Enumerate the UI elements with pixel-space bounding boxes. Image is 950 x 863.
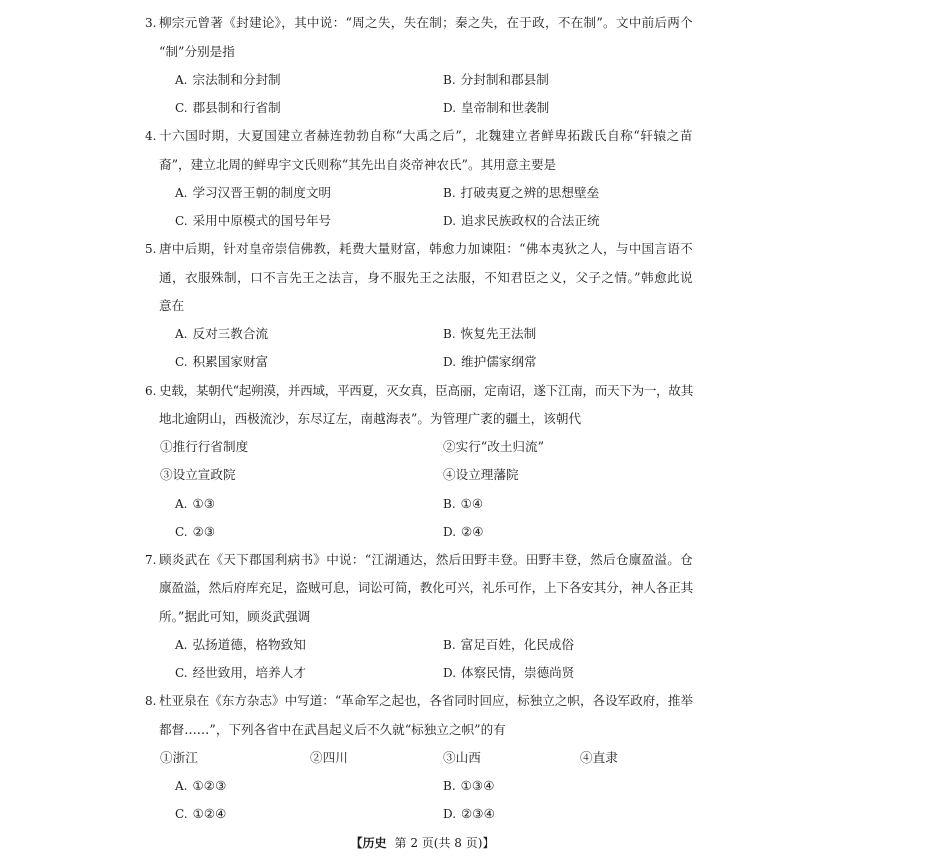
option-label: B.: [443, 185, 456, 200]
option-label: D.: [443, 355, 457, 370]
question-stem-text: 都督……”，下列各省中在武昌起义后不久就“标独立之帜”的有: [159, 721, 506, 737]
option-text: 恢复先王法制: [460, 326, 537, 342]
option-d: [443, 94, 549, 122]
option-text: 体察民情，崇德尚贤: [461, 665, 575, 681]
option-b: [443, 179, 599, 207]
option-c: [175, 348, 268, 376]
option-label: B.: [443, 637, 456, 652]
option-label: C.: [175, 355, 188, 370]
question-6-options-row-1: [0, 490, 950, 518]
option-d: [443, 207, 600, 235]
question-stem-text: 史载，某朝代“起朔漠，并西域，平西夏，灭女真，臣高丽，定南诏，遂下江南，而天下为一，故其: [159, 382, 693, 398]
option-label: A.: [175, 327, 188, 342]
option-text: 经世致用，培养人才: [192, 665, 306, 681]
option-b: [443, 66, 549, 94]
question-stem-text: 廪盈溢，然后府库充足，盗贼可息，词讼可简，教化可兴，礼乐可作，上下各安其分，神人各正其: [159, 580, 694, 596]
option-text: 皇帝制和世袭制: [461, 100, 550, 116]
question-8-stem-line-2: [0, 716, 950, 744]
footer-page-number: 第 2 页(共 8 页)】: [394, 836, 495, 850]
option-a: [175, 179, 331, 207]
statement-1: ①推行行省制度: [160, 439, 249, 455]
question-stem-text: 地北逾阴山，西极流沙，东尽辽左，南越海表”。为管理广袤的疆土，该朝代: [159, 410, 582, 426]
question-7-options-row-1: [0, 631, 950, 659]
statement-4: ④设立理藩院: [443, 467, 519, 483]
option-b: [443, 631, 574, 659]
option-c: [175, 207, 331, 235]
question-stem-text: 顾炎武在《天下郡国利病书》中说：“江湖通达，然后田野丰登。田野丰登，然后仓廪盈溢。仓: [159, 552, 693, 568]
question-number: 4.: [145, 129, 157, 144]
option-label: A.: [175, 496, 188, 511]
option-c: [175, 659, 306, 687]
question-7-stem-line-2: [0, 574, 950, 602]
option-c: [175, 518, 215, 546]
option-text: ①③: [192, 495, 216, 511]
question-4-options-row-1: [0, 179, 950, 207]
option-label: C.: [175, 666, 188, 681]
question-8-stem-line-1: [0, 687, 950, 715]
option-label: A.: [175, 779, 188, 794]
option-text: 打破夷夏之辨的思想壁垒: [460, 184, 600, 200]
option-text: 积累国家财富: [192, 354, 269, 370]
option-text: 郡县制和行省制: [192, 100, 281, 116]
option-text: ②③: [192, 523, 216, 539]
option-c: [175, 94, 281, 122]
option-text: 富足百姓，化民成俗: [460, 636, 574, 652]
option-label: A.: [175, 72, 188, 87]
question-4-stem-line-2: [0, 151, 950, 179]
question-stem-text: 意在: [159, 297, 185, 313]
option-label: A.: [175, 637, 188, 652]
option-text: 弘扬道德，格物致知: [192, 636, 306, 652]
option-text: ①④: [460, 495, 484, 511]
option-b: [443, 772, 495, 800]
option-text: ①③④: [460, 778, 495, 794]
option-b: [443, 490, 483, 518]
option-d: [443, 659, 574, 687]
option-label: D.: [443, 524, 457, 539]
question-6-stem-line-1: [0, 377, 950, 405]
option-label: B.: [443, 779, 456, 794]
option-d: [443, 348, 537, 376]
question-stem-text: 柳宗元曾著《封建论》，其中说：“周之失，失在制；秦之失，在于政，不在制”。文中前后两个: [159, 15, 694, 31]
option-d: [443, 800, 495, 828]
option-label: C.: [175, 524, 188, 539]
question-7-stem-line-1: [0, 546, 950, 574]
question-6-statements-row-2: [0, 461, 950, 489]
option-c: [175, 800, 226, 828]
question-3-stem-line-2: [0, 38, 950, 66]
statement-3: ③设立宣政院: [160, 467, 236, 483]
option-text: 采用中原模式的国号年号: [192, 213, 332, 229]
option-text: 宗法制和分封制: [192, 71, 281, 87]
question-7-options-row-2: [0, 659, 950, 687]
option-b: [443, 320, 536, 348]
question-stem-text: 所。”据此可知，顾炎武强调: [159, 608, 311, 624]
question-stem-text: 通，衣服殊制，口不言先王之法言，身不服先王之法服，不知君臣之义，父子之情。”韩愈此说: [159, 269, 693, 285]
statement-2: ②四川: [310, 749, 348, 765]
option-text: 分封制和郡县制: [460, 71, 549, 87]
question-6-stem-line-2: [0, 405, 950, 433]
question-number: 5.: [145, 242, 157, 257]
question-list: [0, 9, 950, 828]
question-3-options-row-2: [0, 94, 950, 122]
question-6-statements-row-1: [0, 433, 950, 461]
question-stem-text: 杜亚泉在《东方杂志》中写道：“革命军之起也，各省同时回应，标独立之帜，各设军政府，推举: [159, 693, 693, 709]
option-label: C.: [175, 101, 188, 116]
option-a: [175, 66, 281, 94]
option-a: [175, 772, 226, 800]
question-5-options-row-1: [0, 320, 950, 348]
statement-1: ①浙江: [160, 749, 198, 765]
footer-subject: 【历史: [350, 836, 387, 850]
option-label: A.: [175, 185, 188, 200]
option-label: B.: [443, 496, 456, 511]
option-text: ②③④: [461, 806, 495, 822]
option-text: 反对三教合流: [192, 326, 269, 342]
question-3-stem-line-1: [0, 9, 950, 37]
statement-2: ②实行“改土归流”: [443, 439, 545, 455]
question-number: 6.: [145, 383, 157, 398]
option-text: ②④: [461, 523, 484, 539]
question-4-stem-line-1: [0, 122, 950, 150]
page-footer: [145, 834, 700, 852]
option-text: 维护儒家纲常: [461, 354, 537, 370]
question-5-options-row-2: [0, 348, 950, 376]
option-label: D.: [443, 666, 457, 681]
question-8-options-row-2: [0, 800, 950, 828]
question-number: 7.: [145, 553, 157, 568]
question-8-options-row-1: [0, 772, 950, 800]
statement-4: ④直隶: [580, 749, 618, 765]
option-text: ①②④: [192, 806, 227, 822]
question-number: 3.: [145, 16, 157, 31]
question-6-options-row-2: [0, 518, 950, 546]
option-label: C.: [175, 214, 188, 229]
question-stem-text: 裔”，建立北周的鲜卑宇文氏则称“其先出自炎帝神农氏”。其用意主要是: [159, 156, 557, 172]
option-label: B.: [443, 327, 456, 342]
question-7-stem-line-3: [0, 603, 950, 631]
question-5-stem-line-3: [0, 292, 950, 320]
question-4-options-row-2: [0, 207, 950, 235]
option-label: B.: [443, 72, 456, 87]
option-text: ①②③: [192, 778, 227, 794]
option-text: 追求民族政权的合法正统: [461, 213, 600, 229]
option-a: [175, 631, 306, 659]
option-a: [175, 320, 268, 348]
question-stem-text: 十六国时期，大夏国建立者赫连勃勃自称“大禹之后”，北魏建立者鲜卑拓跋氏自称“轩辕之苗: [159, 128, 693, 144]
question-5-stem-line-1: [0, 235, 950, 263]
option-a: [175, 490, 215, 518]
option-label: D.: [443, 807, 457, 822]
question-stem-text: 唐中后期，针对皇帝崇信佛教，耗费大量财富，韩愈力加谏阻：“佛本夷狄之人，与中国言语不: [159, 241, 693, 257]
option-text: 学习汉晋王朝的制度文明: [192, 184, 332, 200]
question-stem-text: “制”分别是指: [159, 43, 235, 59]
option-label: D.: [443, 101, 457, 116]
question-number: 8.: [145, 694, 157, 709]
option-label: D.: [443, 214, 457, 229]
question-8-statements-row: [0, 744, 950, 772]
question-5-stem-line-2: [0, 264, 950, 292]
option-label: C.: [175, 807, 188, 822]
statement-3: ③山西: [443, 749, 481, 765]
option-d: [443, 518, 484, 546]
question-3-options-row-1: [0, 66, 950, 94]
